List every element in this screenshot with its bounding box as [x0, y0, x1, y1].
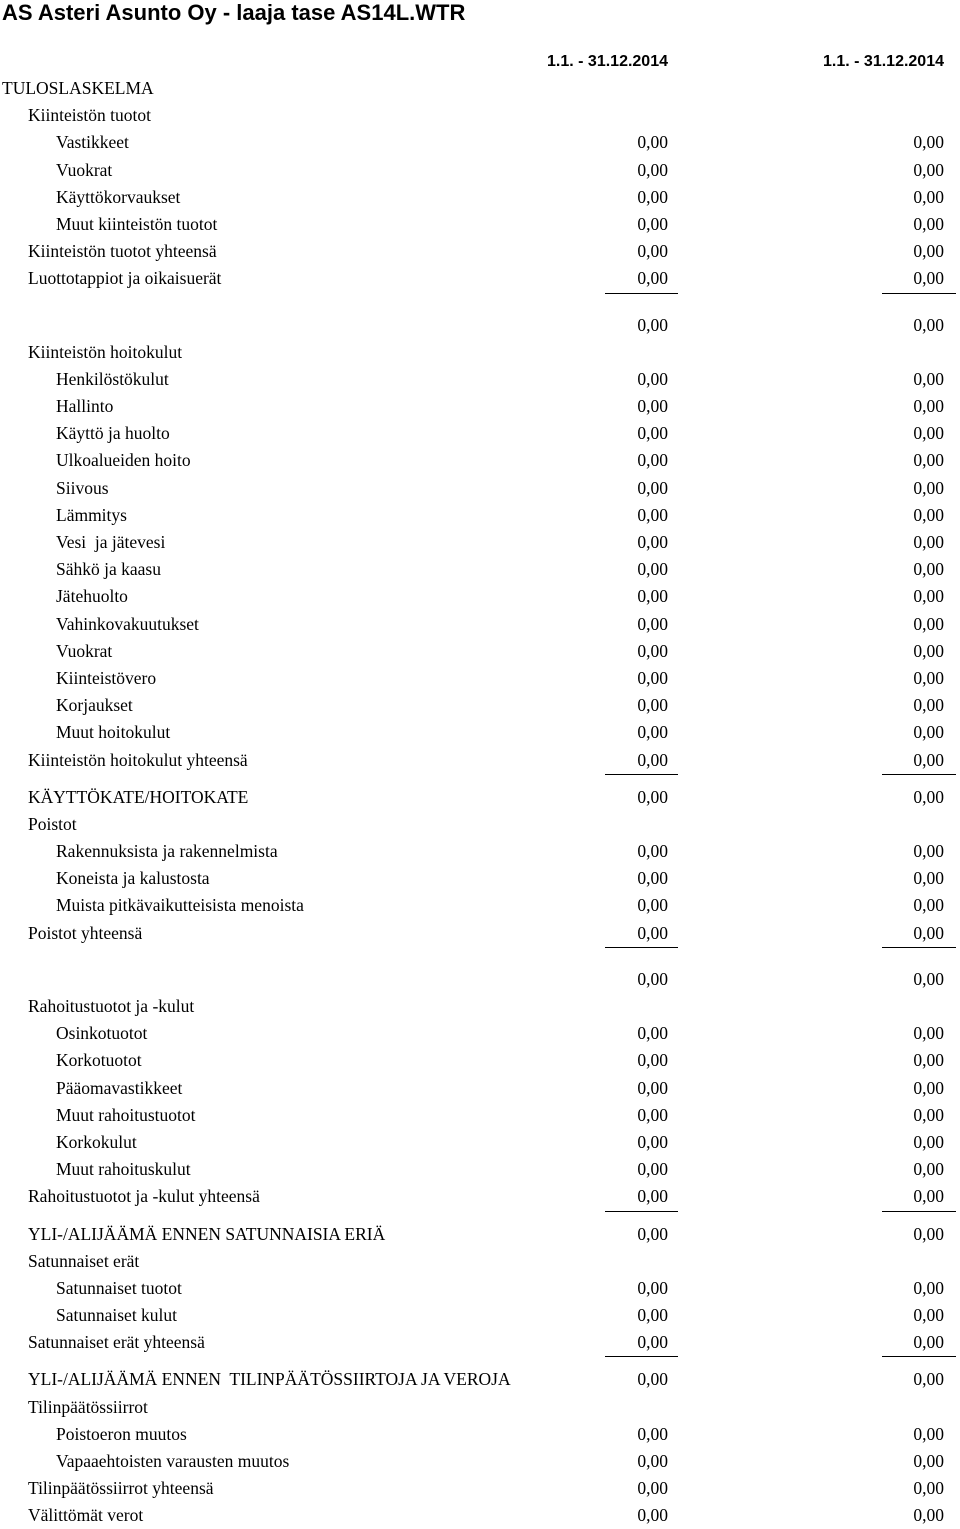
subtotal-underline — [605, 774, 678, 775]
row-label: Käyttökorvaukset — [56, 186, 181, 207]
value-period-2: 0,00 — [913, 504, 944, 525]
row-label: TULOSLASKELMA — [2, 78, 154, 98]
table-row — [0, 101, 960, 128]
value-period-2: 0,00 — [913, 1277, 944, 1298]
value-period-2: 0,00 — [913, 841, 944, 862]
value-period-1: 0,00 — [637, 1423, 668, 1444]
value-period-2: 0,00 — [913, 186, 944, 207]
value-period-2: 0,00 — [913, 1186, 944, 1207]
row-label: Vesi ja jätevesi — [56, 532, 166, 552]
value-period-1: 0,00 — [637, 314, 668, 335]
table-row — [0, 365, 960, 392]
table-row — [0, 783, 960, 810]
table-row — [0, 156, 960, 183]
value-period-2: 0,00 — [913, 1369, 944, 1390]
table-row — [0, 1182, 960, 1209]
row-label: Ulkoalueiden hoito — [56, 450, 191, 471]
table-row — [0, 610, 960, 637]
value-period-2: 0,00 — [913, 1505, 944, 1526]
value-period-2: 0,00 — [913, 314, 944, 335]
subtotal-underline — [605, 1356, 678, 1357]
value-period-2: 0,00 — [913, 1023, 944, 1044]
table-row — [0, 128, 960, 155]
value-period-1: 0,00 — [637, 1104, 668, 1125]
table-row — [0, 1420, 960, 1447]
value-period-2: 0,00 — [913, 1478, 944, 1499]
value-period-1: 0,00 — [637, 640, 668, 661]
value-period-1: 0,00 — [637, 1050, 668, 1071]
value-period-2: 0,00 — [913, 450, 944, 471]
value-period-1: 0,00 — [637, 1223, 668, 1244]
subtotal-underline — [605, 293, 678, 294]
row-label: Kiinteistön hoitokulut — [28, 341, 183, 362]
value-period-1: 0,00 — [637, 868, 668, 889]
subtotal-underline — [882, 774, 956, 775]
value-period-2: 0,00 — [913, 1131, 944, 1152]
row-label: Vuokrat — [56, 159, 113, 180]
value-period-1: 0,00 — [637, 786, 668, 807]
value-period-1: 0,00 — [637, 667, 668, 688]
table-row — [0, 1447, 960, 1474]
row-label: Rahoitustuotot ja -kulut yhteensä — [28, 1186, 260, 1207]
value-period-1: 0,00 — [637, 1186, 668, 1207]
value-period-1: 0,00 — [637, 477, 668, 498]
row-label: Osinkotuotot — [56, 1023, 148, 1044]
value-period-2: 0,00 — [913, 968, 944, 989]
table-row — [0, 1220, 960, 1247]
table-row — [0, 419, 960, 446]
value-period-2: 0,00 — [913, 786, 944, 807]
income-statement-table — [0, 74, 960, 1529]
table-row — [0, 338, 960, 365]
table-row — [0, 664, 960, 691]
value-period-2: 0,00 — [913, 368, 944, 389]
row-label: Muut rahoituskulut — [56, 1159, 191, 1180]
row-label: YLI-/ALIJÄÄMÄ ENNEN SATUNNAISIA ERIÄ — [28, 1223, 386, 1244]
row-label: Poistoeron muutos — [56, 1423, 187, 1444]
table-row — [0, 210, 960, 237]
value-period-1: 0,00 — [637, 423, 668, 444]
row-label: Vastikkeet — [56, 132, 129, 153]
table-row — [0, 1101, 960, 1128]
row-label: KÄYTTÖKATE/HOITOKATE — [28, 786, 249, 807]
value-period-2: 0,00 — [913, 695, 944, 716]
value-period-1: 0,00 — [637, 1451, 668, 1471]
row-label: Korkotuotot — [56, 1050, 142, 1071]
value-period-1: 0,00 — [637, 922, 668, 943]
value-period-2: 0,00 — [913, 423, 944, 444]
row-label: Poistot yhteensä — [28, 922, 143, 943]
value-period-1: 0,00 — [637, 968, 668, 989]
value-period-1: 0,00 — [637, 1478, 668, 1499]
subtotal-underline — [882, 1356, 956, 1357]
value-period-1: 0,00 — [637, 268, 668, 289]
row-label: Muut kiinteistön tuotot — [56, 213, 218, 234]
subtotal-underline — [882, 1211, 956, 1212]
table-row — [0, 810, 960, 837]
table-row — [0, 1365, 960, 1392]
row-label: Vahinkovakuutukset — [56, 613, 199, 634]
value-period-1: 0,00 — [637, 841, 668, 862]
table-row — [0, 1393, 960, 1420]
value-period-1: 0,00 — [637, 241, 668, 262]
value-period-2: 0,00 — [913, 1423, 944, 1444]
value-period-1: 0,00 — [637, 1131, 668, 1152]
value-period-1: 0,00 — [637, 532, 668, 552]
value-period-2: 0,00 — [913, 1077, 944, 1098]
subtotal-underline — [882, 293, 956, 294]
row-label: Tilinpäätössiirrot — [28, 1396, 148, 1417]
subtotal-underline — [882, 947, 956, 948]
table-row — [0, 1274, 960, 1301]
row-label: Siivous — [56, 477, 109, 498]
period-header-1: 1.1. - 31.12.2014 — [547, 53, 668, 70]
value-period-2: 0,00 — [913, 922, 944, 943]
row-label: Pääomavastikkeet — [56, 1077, 183, 1098]
table-row — [0, 637, 960, 664]
table-row — [0, 718, 960, 745]
period-header-2: 1.1. - 31.12.2014 — [823, 53, 944, 70]
table-row — [0, 237, 960, 264]
row-label: Poistot — [28, 813, 77, 834]
row-label: Satunnaiset kulut — [56, 1305, 178, 1326]
table-row — [0, 1046, 960, 1073]
value-period-1: 0,00 — [637, 1159, 668, 1180]
row-label: Korkokulut — [56, 1131, 137, 1152]
value-period-2: 0,00 — [913, 396, 944, 417]
table-row — [0, 837, 960, 864]
value-period-2: 0,00 — [913, 268, 944, 289]
value-period-1: 0,00 — [637, 1332, 668, 1353]
value-period-1: 0,00 — [637, 396, 668, 417]
subtotal-row — [0, 311, 960, 338]
table-row — [0, 746, 960, 773]
row-label: Kiinteistövero — [56, 667, 157, 688]
value-period-2: 0,00 — [913, 640, 944, 661]
value-period-1: 0,00 — [637, 695, 668, 716]
value-period-1: 0,00 — [637, 895, 668, 916]
table-row — [0, 1301, 960, 1328]
table-row — [0, 528, 960, 555]
report-title: AS Asteri Asunto Oy - laaja tase AS14L.WTR — [2, 0, 466, 25]
value-period-2: 0,00 — [913, 213, 944, 234]
value-period-2: 0,00 — [913, 868, 944, 889]
value-period-1: 0,00 — [637, 450, 668, 471]
value-period-1: 0,00 — [637, 722, 668, 743]
row-label: Satunnaiset tuotot — [56, 1277, 182, 1298]
value-period-1: 0,00 — [637, 586, 668, 607]
row-label: Muut hoitokulut — [56, 722, 171, 743]
row-label: Hallinto — [56, 396, 114, 417]
value-period-2: 0,00 — [913, 1159, 944, 1180]
table-row — [0, 501, 960, 528]
value-period-2: 0,00 — [913, 559, 944, 580]
table-row — [0, 74, 960, 101]
table-row — [0, 891, 960, 918]
table-row — [0, 582, 960, 609]
table-row — [0, 1074, 960, 1101]
subtotal-underline — [605, 947, 678, 948]
value-period-2: 0,00 — [913, 132, 944, 153]
table-row — [0, 392, 960, 419]
row-label: Kiinteistön tuotot yhteensä — [28, 241, 217, 262]
value-period-1: 0,00 — [637, 559, 668, 580]
value-period-2: 0,00 — [913, 1104, 944, 1125]
table-row — [0, 1019, 960, 1046]
row-label: Muista pitkävaikutteisista menoista — [56, 895, 304, 916]
table-row — [0, 555, 960, 582]
subtotal-underline — [605, 1211, 678, 1212]
value-period-2: 0,00 — [913, 749, 944, 770]
value-period-2: 0,00 — [913, 667, 944, 688]
value-period-1: 0,00 — [637, 1305, 668, 1326]
value-period-1: 0,00 — [637, 1077, 668, 1098]
row-label: Vuokrat — [56, 640, 113, 661]
value-period-2: 0,00 — [913, 613, 944, 634]
table-row — [0, 1155, 960, 1182]
value-period-2: 0,00 — [913, 532, 944, 552]
table-row — [0, 1501, 960, 1528]
row-label: Rakennuksista ja rakennelmista — [56, 841, 278, 862]
value-period-2: 0,00 — [913, 586, 944, 607]
value-period-2: 0,00 — [913, 895, 944, 916]
value-period-2: 0,00 — [913, 1050, 944, 1071]
table-row — [0, 1328, 960, 1355]
row-label: Käyttö ja huolto — [56, 423, 170, 444]
row-label: Rahoitustuotot ja -kulut — [28, 996, 195, 1016]
value-period-2: 0,00 — [913, 1305, 944, 1326]
row-label: Muut rahoitustuotot — [56, 1104, 196, 1125]
value-period-1: 0,00 — [637, 1023, 668, 1044]
table-row — [0, 1474, 960, 1501]
row-label: Kiinteistön tuotot — [28, 105, 151, 126]
value-period-1: 0,00 — [637, 1505, 668, 1526]
value-period-2: 0,00 — [913, 1332, 944, 1353]
row-label: Jätehuolto — [56, 586, 128, 607]
table-row — [0, 446, 960, 473]
value-period-1: 0,00 — [637, 1277, 668, 1298]
table-row — [0, 919, 960, 946]
value-period-2: 0,00 — [913, 1451, 944, 1471]
table-row — [0, 864, 960, 891]
table-row — [0, 1247, 960, 1274]
value-period-2: 0,00 — [913, 241, 944, 262]
value-period-1: 0,00 — [637, 749, 668, 770]
value-period-1: 0,00 — [637, 613, 668, 634]
row-label: Satunnaiset erät yhteensä — [28, 1332, 205, 1353]
row-label: Lämmitys — [56, 504, 127, 525]
value-period-2: 0,00 — [913, 477, 944, 498]
row-label: Tilinpäätössiirrot yhteensä — [28, 1478, 214, 1499]
row-label: Korjaukset — [56, 695, 133, 716]
row-label: Sähkö ja kaasu — [56, 559, 161, 580]
row-label: Välittömät verot — [28, 1505, 144, 1526]
row-label: Satunnaiset erät — [28, 1250, 140, 1271]
value-period-2: 0,00 — [913, 159, 944, 180]
subtotal-row — [0, 965, 960, 992]
row-label: Luottotappiot ja oikaisuerät — [28, 268, 222, 289]
value-period-1: 0,00 — [637, 213, 668, 234]
row-label: YLI-/ALIJÄÄMÄ ENNEN TILINPÄÄTÖSSIIRTOJA JA VEROJA — [28, 1369, 511, 1390]
row-label: Koneista ja kalustosta — [56, 868, 210, 889]
value-period-1: 0,00 — [637, 132, 668, 153]
table-row — [0, 264, 960, 291]
value-period-1: 0,00 — [637, 368, 668, 389]
value-period-1: 0,00 — [637, 159, 668, 180]
table-row — [0, 992, 960, 1019]
table-row — [0, 691, 960, 718]
row-label: Henkilöstökulut — [56, 368, 169, 389]
value-period-1: 0,00 — [637, 504, 668, 525]
value-period-2: 0,00 — [913, 1223, 944, 1244]
row-label: Vapaaehtoisten varausten muutos — [56, 1451, 290, 1471]
table-row — [0, 474, 960, 501]
value-period-2: 0,00 — [913, 722, 944, 743]
table-row — [0, 1128, 960, 1155]
row-label: Kiinteistön hoitokulut yhteensä — [28, 749, 248, 770]
table-row — [0, 183, 960, 210]
value-period-1: 0,00 — [637, 1369, 668, 1390]
value-period-1: 0,00 — [637, 186, 668, 207]
